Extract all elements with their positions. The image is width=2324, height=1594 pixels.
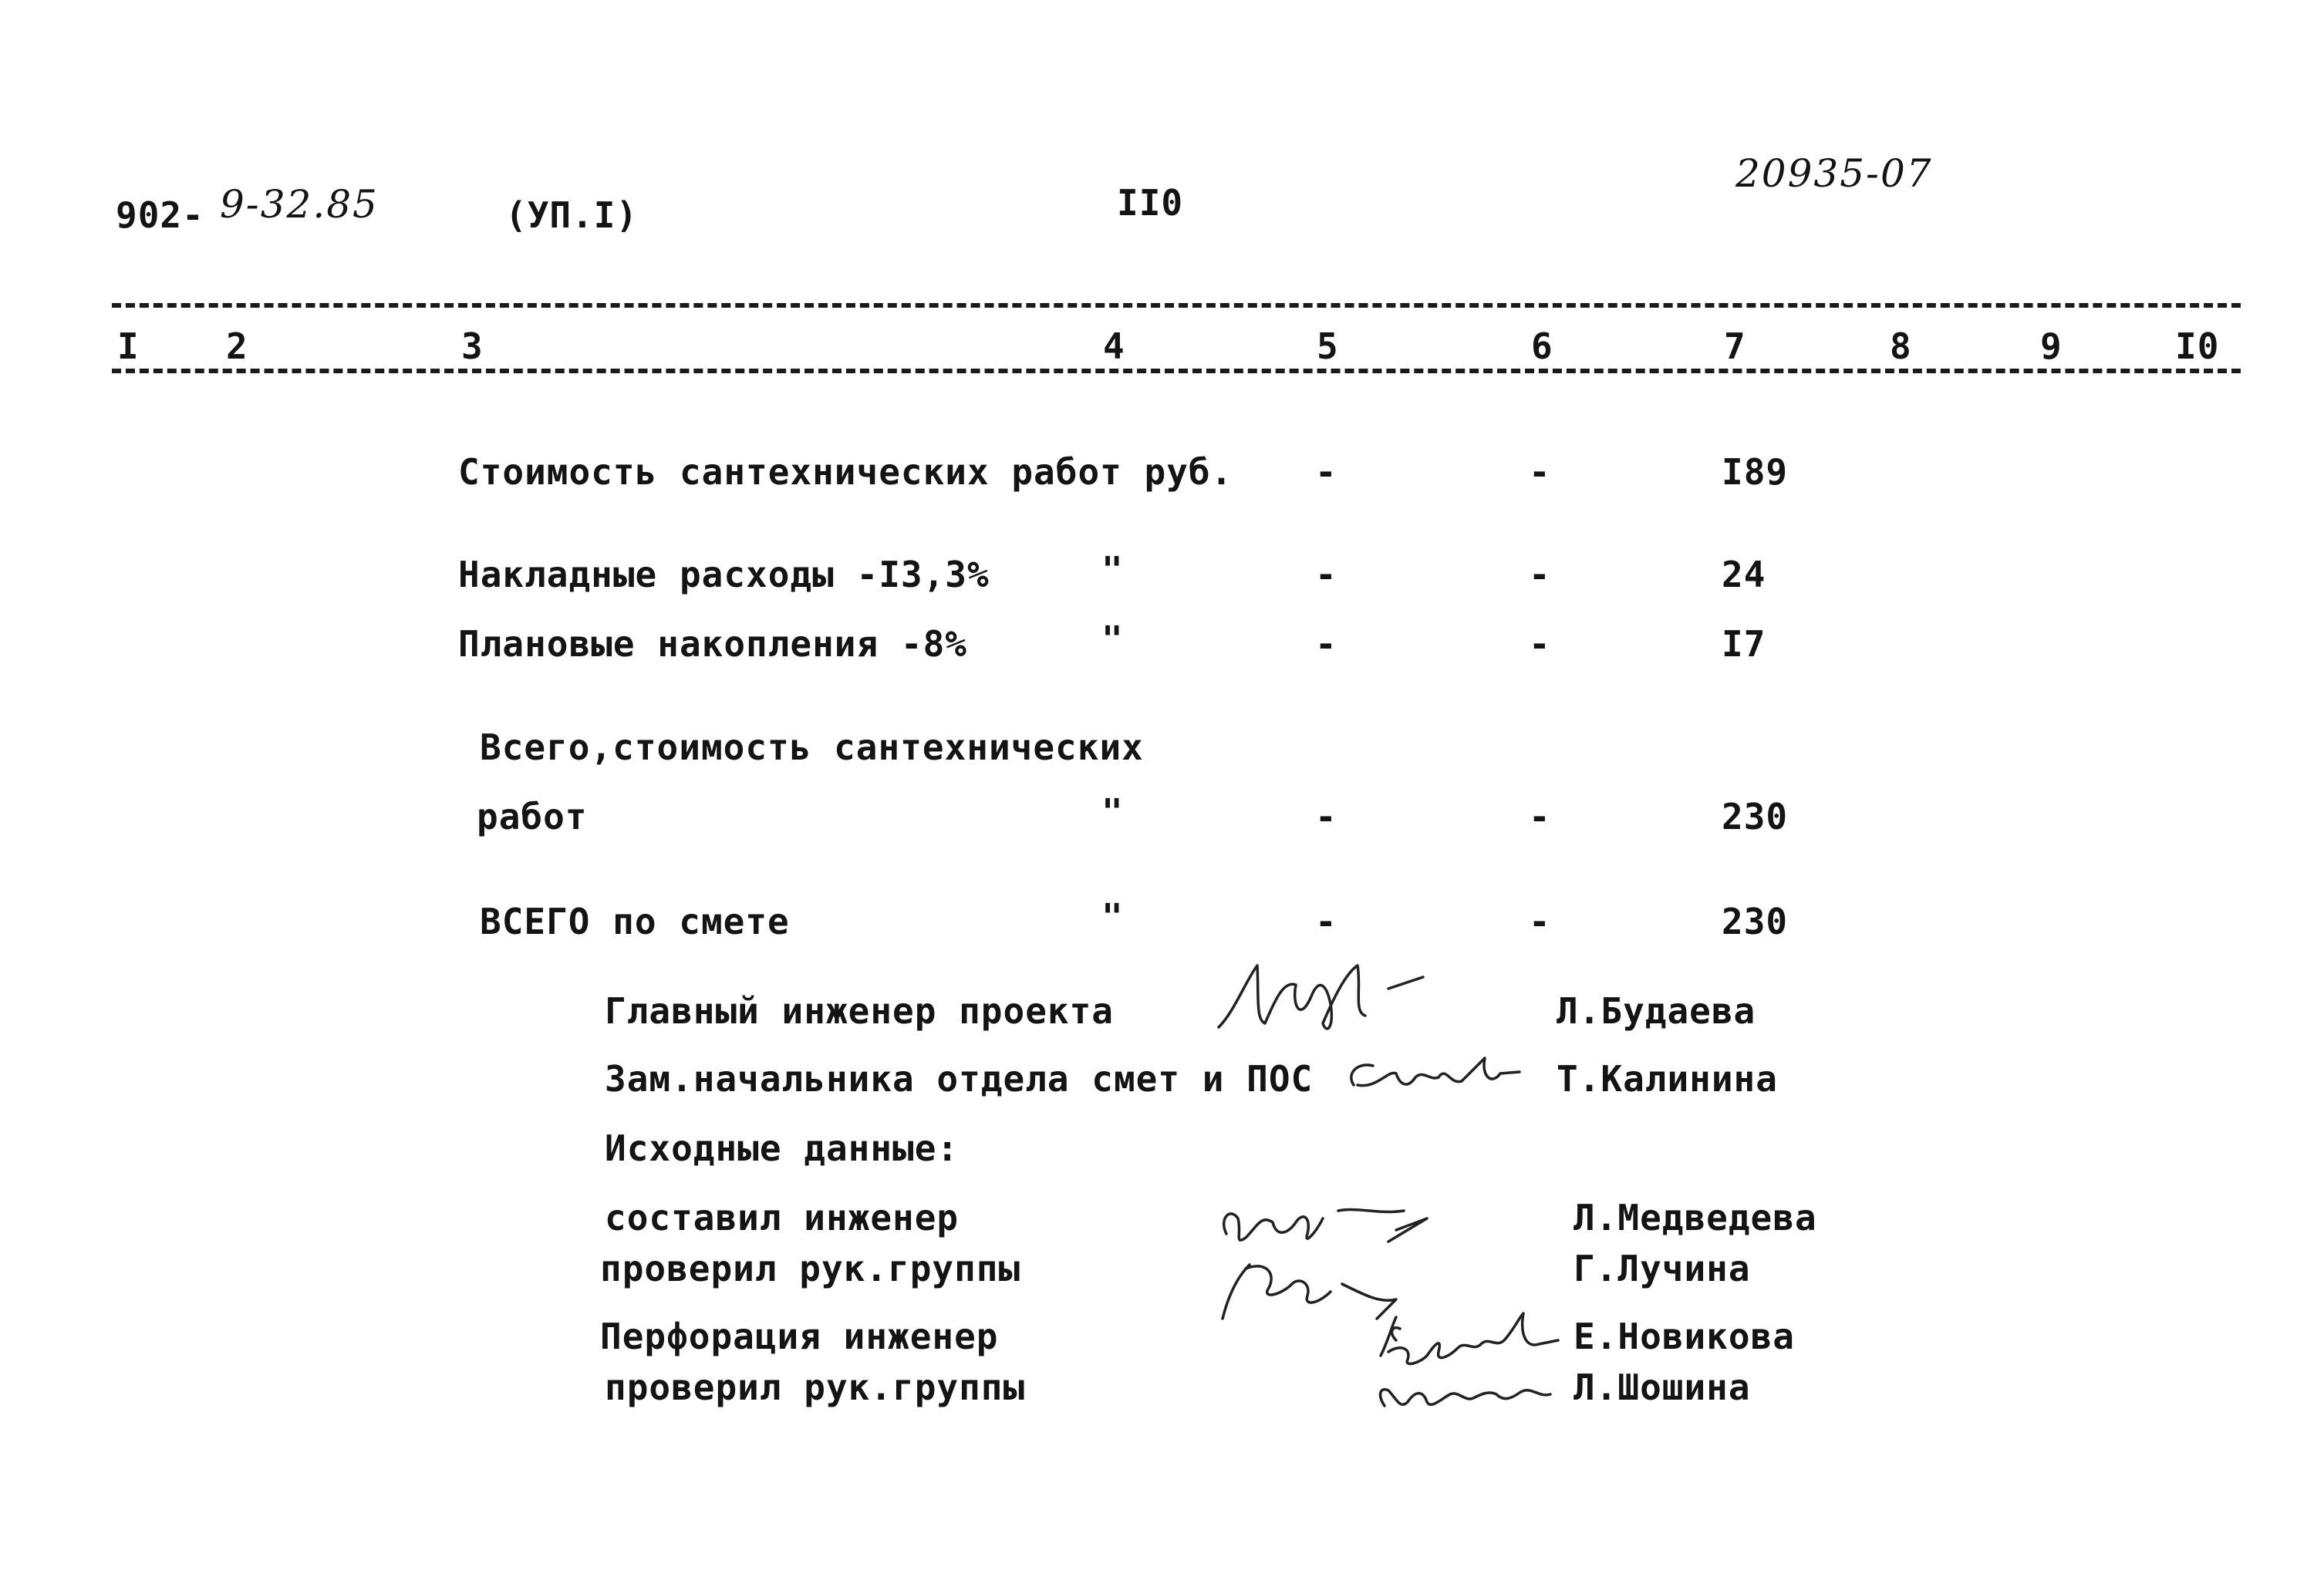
row-col5: - <box>1315 623 1337 665</box>
row-col6: - <box>1529 796 1551 837</box>
column-header-6: 6 <box>1531 325 1553 367</box>
row-col6: - <box>1529 901 1551 942</box>
row-col5: - <box>1315 451 1337 493</box>
header-rule-top <box>112 303 2241 308</box>
compiled-role: составил инженер <box>605 1197 960 1238</box>
deputy-head-name: Т.Калинина <box>1557 1058 1778 1100</box>
row-label-continued: работ <box>477 796 588 837</box>
volume-code: (УП.I) <box>505 194 639 236</box>
compiled-name: Л.Медведева <box>1574 1197 1817 1238</box>
column-header-4: 4 <box>1103 325 1125 367</box>
chief-engineer-role: Главный инженер проекта <box>605 990 1114 1032</box>
checked2-role: проверил рук.группы <box>605 1367 1026 1408</box>
row-label: ВСЕГО по смете <box>480 901 790 942</box>
checked1-role: проверил рук.группы <box>600 1248 1021 1289</box>
page-number: II0 <box>1117 182 1184 224</box>
row-label: Всего,стоимость сантехнических <box>480 726 1144 768</box>
column-header-5: 5 <box>1317 325 1339 367</box>
source-data-label: Исходные данные: <box>605 1127 960 1169</box>
row-ditto: " <box>1101 791 1124 833</box>
column-header-9: 9 <box>2040 325 2063 367</box>
row-col6: - <box>1529 623 1551 665</box>
column-header-2: 2 <box>226 325 248 367</box>
row-ditto: " <box>1101 618 1124 660</box>
row-col6: - <box>1529 554 1551 595</box>
signature-budaeva <box>1211 950 1442 1043</box>
doc-number-handwritten: 9-32.85 <box>220 182 379 227</box>
row-col6: - <box>1529 451 1551 493</box>
column-header-7: 7 <box>1724 325 1746 367</box>
row-col5: - <box>1315 901 1337 942</box>
signature-novikova <box>1365 1302 1581 1417</box>
row-value: 24 <box>1722 554 1766 595</box>
row-label: Накладные расходы -I3,3% <box>458 554 990 595</box>
row-col5: - <box>1315 796 1337 837</box>
row-label: Плановые накопления -8% <box>458 623 967 665</box>
row-ditto: " <box>1101 549 1124 591</box>
row-value: 230 <box>1722 901 1789 942</box>
row-value: 230 <box>1722 796 1789 837</box>
header-rule-bottom <box>112 369 2241 373</box>
column-header-3: 3 <box>461 325 484 367</box>
column-header-8: 8 <box>1890 325 1912 367</box>
row-ditto: " <box>1101 896 1124 938</box>
row-value: I7 <box>1722 623 1766 665</box>
checked1-name: Г.Лучина <box>1574 1248 1751 1289</box>
row-value: I89 <box>1722 451 1789 493</box>
column-header-1: I <box>117 325 140 367</box>
row-label: Стоимость сантехнических работ руб. <box>458 451 1233 493</box>
perforation-role: Перфорация инженер <box>600 1316 999 1357</box>
doc-number: 902- <box>116 194 204 236</box>
signature-kalinina <box>1342 1043 1535 1104</box>
column-header-10: I0 <box>2175 325 2220 367</box>
chief-engineer-name: Л.Будаева <box>1557 990 1756 1032</box>
deputy-head-role: Зам.начальника отдела смет и ПОС <box>605 1058 1314 1100</box>
checked2-name: Л.Шошина <box>1574 1367 1751 1408</box>
perforation-name: Е.Новикова <box>1574 1316 1795 1357</box>
row-col5: - <box>1315 554 1337 595</box>
inventory-number-handwritten: 20935-07 <box>1735 151 1933 196</box>
